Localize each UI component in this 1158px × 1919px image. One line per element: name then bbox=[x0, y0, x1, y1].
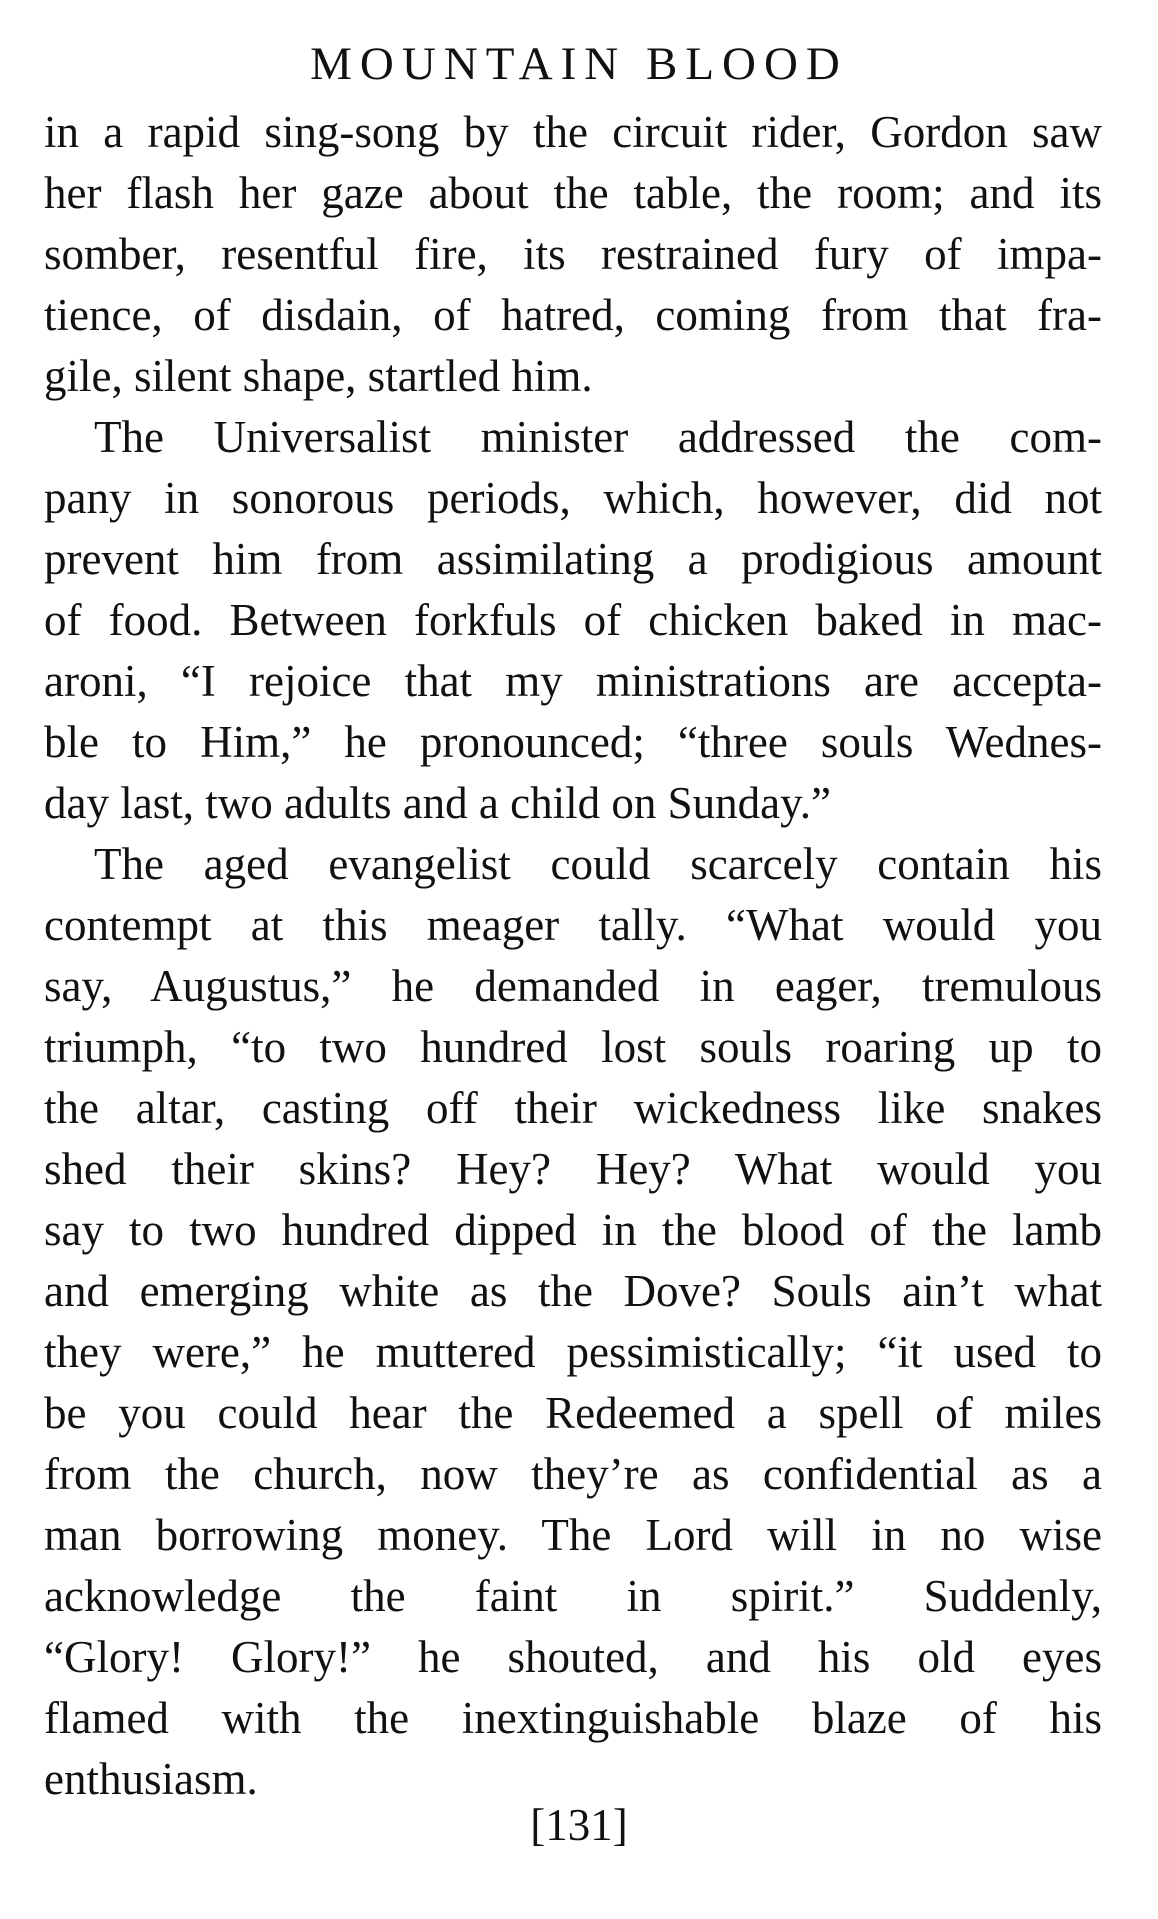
text-line: the altar, casting off their wickedness like snakes bbox=[44, 1083, 1102, 1133]
text-line: somber, resentful fire, its restrained fury of impa- bbox=[44, 229, 1102, 279]
text-line: from the church, now they’re as confidential as a bbox=[44, 1449, 1102, 1499]
running-head: MOUNTAIN BLOOD bbox=[310, 38, 848, 90]
text-line: acknowledge the faint in spirit.” Suddenly, bbox=[44, 1571, 1102, 1621]
text-line: “Glory! Glory!” he shouted, and his old eyes bbox=[44, 1632, 1102, 1682]
text-line: day last, two adults and a child on Sunday.” bbox=[44, 778, 831, 828]
text-line: her flash her gaze about the table, the room; and its bbox=[44, 168, 1102, 218]
text-line: say to two hundred dipped in the blood of the lamb bbox=[44, 1205, 1102, 1255]
text-line: triumph, “to two hundred lost souls roaring up to bbox=[44, 1022, 1102, 1072]
text-line: The aged evangelist could scarcely contain his bbox=[94, 839, 1102, 889]
text-line: prevent him from assimilating a prodigious amount bbox=[44, 534, 1102, 584]
text-line: aroni, “I rejoice that my ministrations are accepta- bbox=[44, 656, 1102, 706]
text-line: pany in sonorous periods, which, however, did not bbox=[44, 473, 1102, 523]
text-line: they were,” he muttered pessimistically; “it used to bbox=[44, 1327, 1102, 1377]
text-line: ble to Him,” he pronounced; “three souls Wednes- bbox=[44, 717, 1102, 767]
text-line: enthusiasm. bbox=[44, 1754, 258, 1804]
text-line: in a rapid sing-song by the circuit rider, Gordon saw bbox=[44, 107, 1102, 157]
text-line: and emerging white as the Dove? Souls ain’t what bbox=[44, 1266, 1102, 1316]
text-line: The Universalist minister addressed the com- bbox=[94, 412, 1102, 462]
text-line: shed their skins? Hey? Hey? What would you bbox=[44, 1144, 1102, 1194]
text-line: contempt at this meager tally. “What would you bbox=[44, 900, 1102, 950]
text-line: say, Augustus,” he demanded in eager, tremulous bbox=[44, 961, 1102, 1011]
text-line: be you could hear the Redeemed a spell of miles bbox=[44, 1388, 1102, 1438]
page-number: [131] bbox=[530, 1800, 628, 1850]
text-line: tience, of disdain, of hatred, coming from that fra- bbox=[44, 290, 1102, 340]
text-line: gile, silent shape, startled him. bbox=[44, 351, 593, 401]
body-text bbox=[44, 102, 1102, 1810]
text-line: flamed with the inextinguishable blaze of his bbox=[44, 1693, 1102, 1743]
text-line: of food. Between forkfuls of chicken baked in mac- bbox=[44, 595, 1102, 645]
text-line: man borrowing money. The Lord will in no wise bbox=[44, 1510, 1102, 1560]
